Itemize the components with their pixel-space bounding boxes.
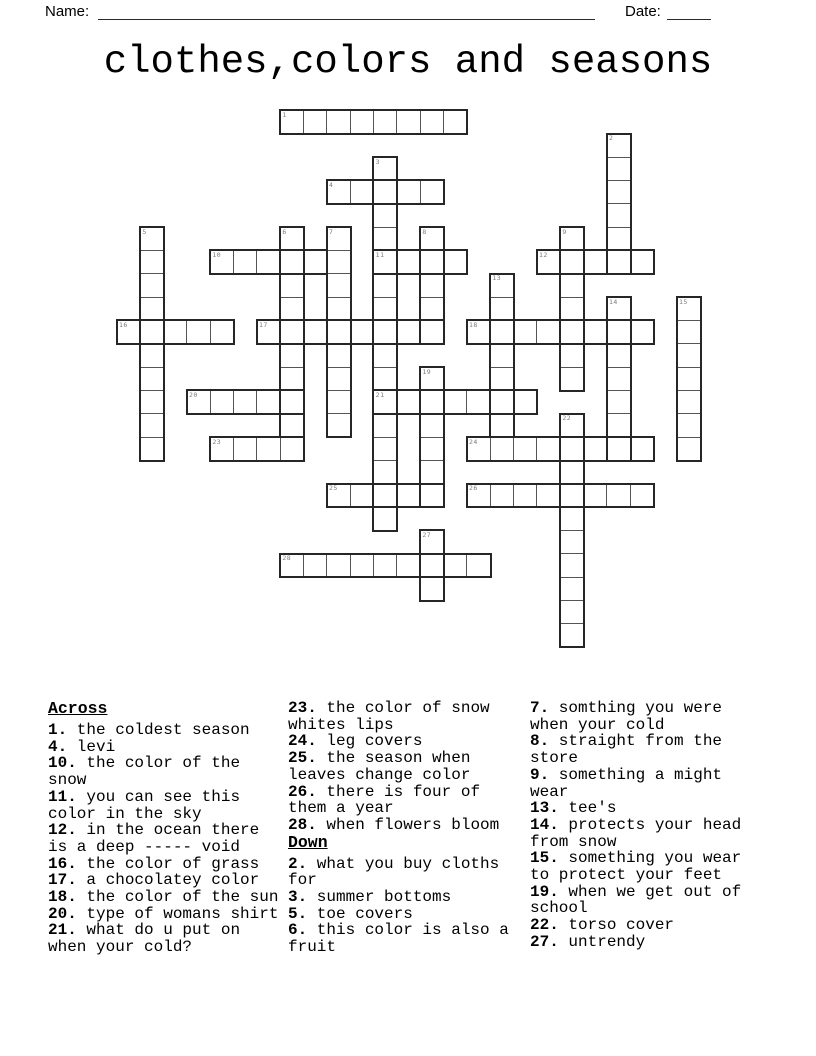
grid-cell[interactable] [676,343,700,367]
clue-number: 2. [288,854,308,873]
grid-cell[interactable] [606,250,630,274]
grid-cell[interactable] [326,367,350,391]
clue-item-10: 10. the color of the snow [48,754,241,790]
grid-cell[interactable] [280,390,304,414]
cell-number: 14 [608,297,618,306]
grid-cell[interactable] [560,297,584,321]
grid-cell[interactable] [396,483,420,507]
clue-column-1 [48,700,285,956]
clue-heading-down: Down [288,832,328,852]
puzzle-title: clothes,colors and seasons [103,40,713,84]
clue-number: 4. [48,737,68,756]
grid-cell[interactable] [373,367,397,391]
grid-cell[interactable] [326,553,350,577]
grid-cell[interactable] [490,367,514,391]
grid-cell[interactable] [326,390,350,414]
grid-cell[interactable] [583,250,607,274]
grid-cell[interactable] [233,390,257,414]
grid-cell[interactable] [630,320,654,344]
clue-item-16: 16. the color of grass [48,854,260,873]
clue-number: 8. [530,732,550,751]
grid-cell[interactable] [606,157,630,181]
clue-number: 3. [288,888,308,907]
clue-number: 14. [530,815,559,834]
grid-cell[interactable] [583,437,607,461]
grid-cell[interactable] [606,367,630,391]
cell-number: 1 [282,111,287,119]
grid-cell[interactable] [630,483,654,507]
cell-number: 13 [492,274,502,283]
grid-cell[interactable] [233,437,257,461]
grid-cell[interactable] [373,437,397,461]
grid-cell[interactable] [560,460,584,484]
grid-cell[interactable] [373,110,397,134]
clue-item-8: 8. straight from the store [530,732,723,768]
clue-number: 9. [530,765,550,784]
clue-item-3: 3. summer bottoms [288,888,452,907]
clue-item-18: 18. the color of the sun [48,888,279,907]
grid-cell[interactable] [606,483,630,507]
clue-number: 25. [288,749,317,768]
grid-cell[interactable] [420,577,444,601]
grid-cell[interactable] [606,390,630,414]
grid-cell[interactable] [676,390,700,414]
grid-cell[interactable] [560,343,584,367]
grid-cell[interactable] [280,413,304,437]
grid-cell[interactable] [606,227,630,251]
clue-number: 6. [288,921,308,940]
grid-cell[interactable] [373,553,397,577]
grid-cell[interactable] [490,437,514,461]
grid-cell[interactable] [560,577,584,601]
clue-number: 17. [48,871,77,890]
grid-cell[interactable] [513,483,537,507]
grid-cell[interactable] [630,250,654,274]
grid-cell[interactable] [583,483,607,507]
grid-cell[interactable] [373,507,397,531]
cell-number: 20 [188,390,198,399]
clue-number: 20. [48,904,77,923]
grid-cell[interactable] [676,413,700,437]
grid-cell[interactable] [303,250,327,274]
grid-cell[interactable] [420,390,444,414]
clue-item-17: 17. a chocolatey color [48,871,260,890]
grid-cell[interactable] [560,600,584,624]
grid-cell[interactable] [140,297,164,321]
grid-cell[interactable] [583,320,607,344]
grid-cell[interactable] [326,320,350,344]
clue-number: 27. [530,932,559,951]
clue-item-7: 7. somthing you were when your cold [530,699,723,734]
grid-cell[interactable] [490,390,514,414]
grid-cell[interactable] [396,320,420,344]
grid-cell[interactable] [560,553,584,577]
grid-cell[interactable] [513,320,537,344]
grid-cell[interactable] [280,343,304,367]
grid-cell[interactable] [560,483,584,507]
grid-cell[interactable] [490,483,514,507]
grid-cell[interactable] [676,320,700,344]
grid-cell[interactable] [420,180,444,204]
grid-cell[interactable] [606,437,630,461]
grid-cell[interactable] [280,297,304,321]
cell-number: 15 [678,297,688,306]
grid-cell[interactable] [466,390,490,414]
grid-cell[interactable] [560,320,584,344]
grid-cell[interactable] [373,460,397,484]
clue-item-12: 12. in the ocean there is a deep ----- void [48,821,260,856]
grid-cell[interactable] [536,320,560,344]
clue-number: 12. [48,821,77,840]
clue-number: 13. [530,799,559,818]
clue-item-15: 15. something you wear to protect your feet [530,849,742,885]
clue-item-1: 1. the coldest season [48,721,250,739]
clue-number: 21. [48,921,77,940]
cell-number: 11 [375,250,385,259]
cell-number: 28 [282,554,292,563]
cell-number: 16 [119,320,128,329]
clue-number: 15. [530,849,559,868]
grid-cell[interactable] [373,203,397,227]
grid-cell[interactable] [396,250,420,274]
grid-cell[interactable] [350,320,374,344]
grid-cell[interactable] [420,110,444,134]
clue-item-20: 20. type of womans shirt [48,904,279,923]
grid-cell[interactable] [210,390,234,414]
clue-number: 11. [48,787,77,806]
grid-cell[interactable] [420,553,444,577]
grid-cell[interactable] [140,413,164,437]
grid-cell[interactable] [513,390,537,414]
grid-cell[interactable] [396,553,420,577]
grid-cell[interactable] [140,367,164,391]
grid-cell[interactable] [280,320,304,344]
clue-number: 5. [288,904,308,923]
cell-number: 17 [258,320,268,329]
clue-number: 28. [288,815,317,834]
cell-number: 2 [608,134,614,143]
grid-cell[interactable] [443,390,467,414]
grid-cell[interactable] [606,343,630,367]
date-label: Date: [625,3,661,20]
grid-cell[interactable] [373,320,397,344]
grid-cell[interactable] [256,250,280,274]
grid-cell[interactable] [420,460,444,484]
grid-cell[interactable] [443,250,467,274]
grid-cell[interactable] [676,367,700,391]
cell-number: 24 [468,437,478,446]
grid-cell[interactable] [140,437,164,461]
clue-item-11: 11. you can see this color in the sky [48,787,241,823]
clue-number: 18. [48,888,77,907]
grid-cell[interactable] [140,343,164,367]
grid-cell[interactable] [443,553,467,577]
cell-number: 27 [422,530,432,539]
clue-number: 22. [530,916,559,935]
clue-number: 19. [530,882,559,901]
grid-cell[interactable] [606,413,630,437]
grid-cell[interactable] [420,250,444,274]
grid-cell[interactable] [490,297,514,321]
clue-item-2: 2. what you buy cloths for [288,854,500,890]
grid-cell[interactable] [210,320,234,344]
grid-cell[interactable] [373,273,397,297]
grid-cell[interactable] [560,530,584,554]
grid-cell[interactable] [256,390,280,414]
grid-cell[interactable] [163,320,187,344]
clue-number: 26. [288,782,317,801]
clue-item-26: 26. there is four of them a year [288,782,481,818]
cell-number: 9 [562,227,567,236]
grid-cell[interactable] [350,110,374,134]
clue-number: 1. [48,721,68,739]
cell-number: 8 [422,227,427,236]
grid-cell[interactable] [396,390,420,414]
clue-column-2 [288,700,525,956]
grid-cell[interactable] [630,437,654,461]
grid-cell[interactable] [326,297,350,321]
grid-cell[interactable] [560,273,584,297]
grid-cell[interactable] [233,250,257,274]
grid-cell[interactable] [303,320,327,344]
cell-number: 4 [328,180,334,189]
grid-cell[interactable] [280,250,304,274]
clue-item-24: 24. leg covers [288,732,423,751]
cell-number: 19 [422,367,432,376]
grid-cell[interactable] [606,320,630,344]
cell-number: 12 [538,250,548,259]
grid-cell[interactable] [280,367,304,391]
grid-cell[interactable] [513,437,537,461]
grid-cell[interactable] [560,623,584,647]
clue-item-21: 21. what do u put on when your cold? [48,921,241,957]
grid-cell[interactable] [326,413,350,437]
cell-number: 5 [142,227,147,236]
grid-cell[interactable] [373,297,397,321]
grid-cell[interactable] [396,110,420,134]
cell-number: 26 [468,484,478,493]
grid-cell[interactable] [303,553,327,577]
grid-cell[interactable] [606,180,630,204]
grid-cell[interactable] [560,507,584,531]
cell-number: 23 [212,437,222,446]
grid-cell[interactable] [560,250,584,274]
grid-cell[interactable] [326,250,350,274]
grid-cell[interactable] [396,180,420,204]
grid-cell[interactable] [350,180,374,204]
grid-cell[interactable] [186,320,210,344]
grid-cell[interactable] [560,437,584,461]
clue-number: 10. [48,754,77,773]
cell-number: 18 [468,320,478,329]
grid-cell[interactable] [420,320,444,344]
grid-cell[interactable] [443,110,467,134]
grid-cell[interactable] [303,110,327,134]
grid-cell[interactable] [676,437,700,461]
grid-cell[interactable] [420,273,444,297]
grid-cell[interactable] [420,413,444,437]
grid-cell[interactable] [490,343,514,367]
clue-item-27: 27. untrendy [530,932,646,951]
cell-number: 6 [282,227,287,236]
grid-cell[interactable] [373,180,397,204]
clue-item-6: 6. this color is also a fruit [288,921,509,957]
clue-number: 23. [288,699,317,717]
cell-number: 3 [375,157,381,166]
clue-item-13: 13. tee's [530,799,617,818]
grid-cell[interactable] [420,483,444,507]
clue-heading-across: Across [48,699,108,718]
grid-cell[interactable] [420,437,444,461]
grid-cell[interactable] [606,203,630,227]
grid-cell[interactable] [326,343,350,367]
grid-cell[interactable] [490,413,514,437]
grid-cell[interactable] [420,297,444,321]
name-label: Name: [45,3,90,20]
clue-item-5: 5. toe covers [288,904,413,923]
grid-cell[interactable] [140,390,164,414]
grid-cell[interactable] [536,483,560,507]
clue-item-9: 9. something a might wear [530,765,723,801]
cell-number: 22 [562,414,572,423]
cell-number: 25 [328,484,338,493]
grid-cell[interactable] [490,320,514,344]
grid-cell[interactable] [373,413,397,437]
grid-cell[interactable] [466,553,490,577]
grid-cell[interactable] [140,320,164,344]
clue-item-22: 22. torso cover [530,916,675,935]
grid-cell[interactable] [373,483,397,507]
grid-cell[interactable] [140,250,164,274]
clue-item-28: 28. when flowers bloom [288,815,500,834]
clue-item-23: 23. the color of snow whites lips [288,699,490,734]
clue-number: 16. [48,854,77,873]
grid-cell[interactable] [280,273,304,297]
clue-number: 7. [530,699,550,717]
grid-cell[interactable] [256,437,280,461]
grid-cell[interactable] [560,367,584,391]
grid-cell[interactable] [326,273,350,297]
clue-item-19: 19. when we get out of school [530,882,742,918]
clue-item-25: 25. the season when leaves change color [288,749,471,784]
cell-number: 7 [328,227,334,236]
clue-column-3 [530,700,767,951]
cell-number: 21 [375,390,385,399]
grid-cell[interactable] [350,553,374,577]
grid-cell[interactable] [373,343,397,367]
clue-item-14: 14. protects your head from snow [530,815,742,851]
grid-cell[interactable] [140,273,164,297]
grid-cell[interactable] [350,483,374,507]
grid-cell[interactable] [280,437,304,461]
grid-cell[interactable] [326,110,350,134]
grid-cell[interactable] [373,227,397,251]
grid-cell[interactable] [536,437,560,461]
clue-item-4: 4. levi [48,737,116,756]
cell-number: 10 [212,250,222,259]
clue-number: 24. [288,732,317,751]
